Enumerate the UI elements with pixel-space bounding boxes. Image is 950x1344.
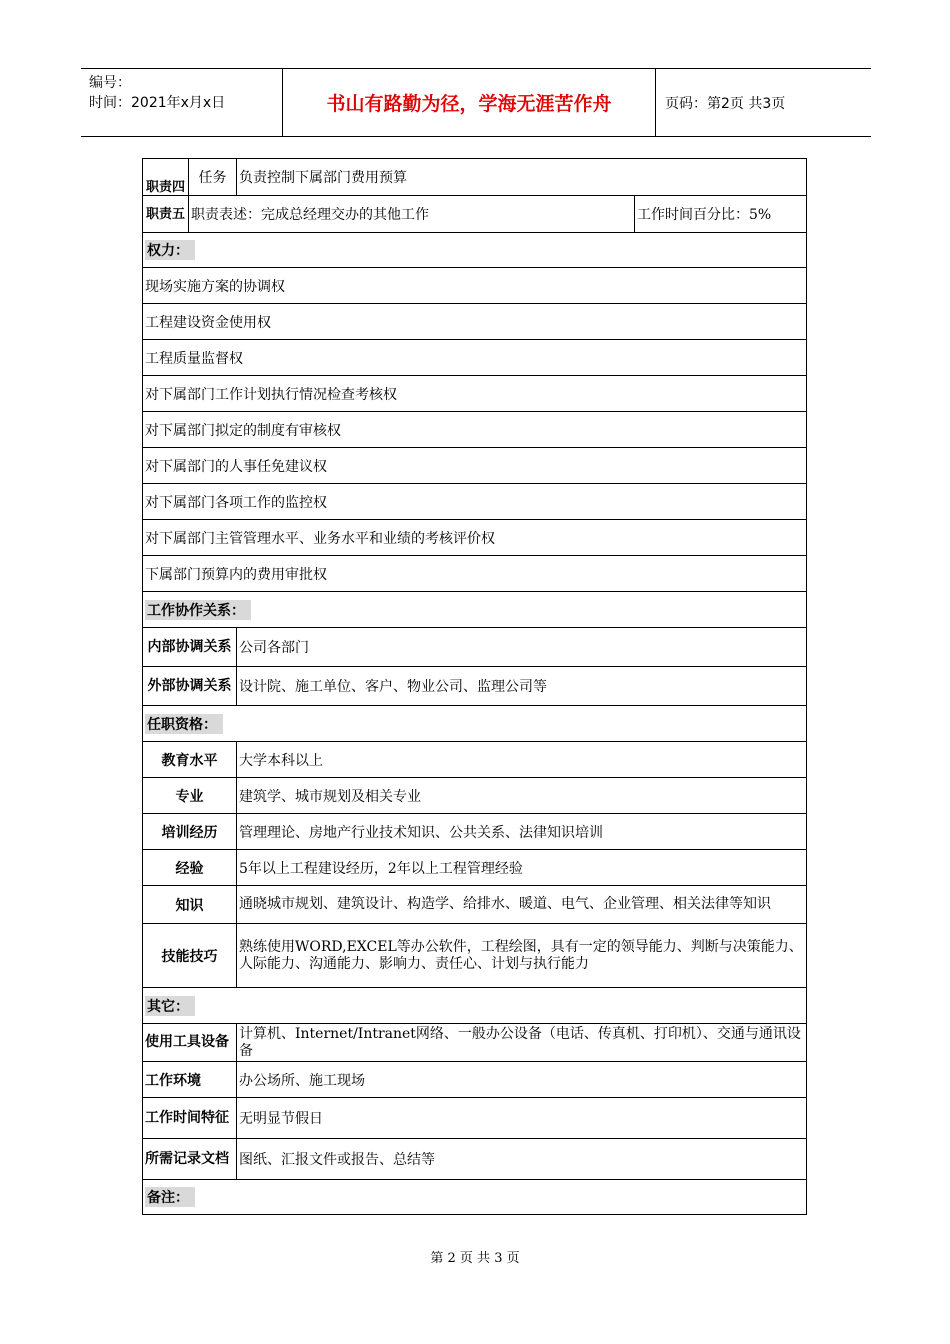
duty-text: 负责控制下属部门费用预算 bbox=[237, 159, 807, 196]
other-section bbox=[143, 988, 807, 1024]
page-header bbox=[81, 68, 871, 137]
other-value: 办公场所、施工现场 bbox=[237, 1062, 807, 1098]
qualification-row bbox=[143, 850, 807, 886]
relation-label: 内部协调关系 bbox=[143, 628, 237, 667]
header-meta bbox=[89, 73, 225, 113]
power-item: 对下属部门各项工作的监控权 bbox=[143, 484, 807, 520]
other-label: 所需记录文档 bbox=[143, 1139, 237, 1180]
document-number: 编号： bbox=[89, 75, 131, 91]
qualification-row bbox=[143, 778, 807, 814]
qualification-value: 管理理论、房地产行业技术知识、公共关系、法律知识培训 bbox=[237, 814, 807, 850]
qualification-label: 专业 bbox=[143, 778, 237, 814]
qualification-value: 通晓城市规划、建筑设计、构造学、给排水、暖道、电气、企业管理、相关法律等知识 bbox=[237, 886, 807, 924]
qualification-label: 教育水平 bbox=[143, 742, 237, 778]
other-row bbox=[143, 1062, 807, 1098]
power-item: 工程质量监督权 bbox=[143, 340, 807, 376]
other-label: 工作环境 bbox=[143, 1062, 237, 1098]
power-item: 对下属部门主管管理水平、业务水平和业绩的考核评价权 bbox=[143, 520, 807, 556]
qualification-label: 技能技巧 bbox=[143, 924, 237, 988]
relation-row bbox=[143, 628, 807, 667]
duty-text: 职责表述：完成总经理交办的其他工作 bbox=[189, 196, 635, 233]
power-row bbox=[143, 520, 807, 556]
relation-row bbox=[143, 667, 807, 706]
power-row bbox=[143, 376, 807, 412]
power-row bbox=[143, 448, 807, 484]
relation-label: 外部协调关系 bbox=[143, 667, 237, 706]
other-label: 使用工具设备 bbox=[143, 1024, 237, 1062]
power-row bbox=[143, 304, 807, 340]
duty-label: 职责五 bbox=[143, 196, 189, 233]
power-item: 对下属部门工作计划执行情况检查考核权 bbox=[143, 376, 807, 412]
duty-row-5 bbox=[143, 196, 807, 233]
other-label: 工作时间特征 bbox=[143, 1098, 237, 1139]
notes-section bbox=[143, 1180, 807, 1215]
power-row bbox=[143, 484, 807, 520]
document-date: 时间：2021年x月x日 bbox=[89, 95, 226, 111]
duty-label: 职责四 bbox=[143, 159, 189, 196]
other-row bbox=[143, 1024, 807, 1062]
qualification-value: 建筑学、城市规划及相关专业 bbox=[237, 778, 807, 814]
other-value: 图纸、汇报文件或报告、总结等 bbox=[237, 1139, 807, 1180]
section-title: 任职资格： bbox=[145, 714, 223, 734]
power-row bbox=[143, 412, 807, 448]
section-title: 备注： bbox=[145, 1187, 195, 1207]
relation-value: 设计院、施工单位、客户、物业公司、监理公司等 bbox=[237, 667, 807, 706]
powers-section bbox=[143, 233, 807, 268]
qualification-label: 知识 bbox=[143, 886, 237, 924]
qualification-value: 5年以上工程建设经历，2年以上工程管理经验 bbox=[237, 850, 807, 886]
qualification-label: 培训经历 bbox=[143, 814, 237, 850]
qualification-value: 熟练使用WORD,EXCEL等办公软件，工程绘图，具有一定的领导能力、判断与决策能力、人际能力、沟通能力、影响力、责任心、计划与执行能力 bbox=[237, 924, 807, 988]
power-item: 对下属部门拟定的制度有审核权 bbox=[143, 412, 807, 448]
other-row bbox=[143, 1098, 807, 1139]
duty-row-4 bbox=[143, 159, 807, 196]
header-page-info: 页码：第2页 共3页 bbox=[665, 96, 786, 112]
duty-percent: 工作时间百分比：5% bbox=[635, 196, 807, 233]
qualification-label: 经验 bbox=[143, 850, 237, 886]
qualification-row bbox=[143, 924, 807, 988]
header-motto: 书山有路勤为径，学海无涯苦作舟 bbox=[282, 69, 656, 136]
power-row bbox=[143, 268, 807, 304]
power-row bbox=[143, 556, 807, 592]
power-item: 对下属部门的人事任免建议权 bbox=[143, 448, 807, 484]
duty-sub-label: 任务 bbox=[189, 159, 237, 196]
page-footer: 第 2 页 共 3 页 bbox=[430, 1251, 520, 1266]
power-item: 工程建设资金使用权 bbox=[143, 304, 807, 340]
qualification-row bbox=[143, 814, 807, 850]
other-value: 计算机、Internet/Intranet网络、一般办公设备（电话、传真机、打印机）、交通与通讯设备 bbox=[237, 1024, 807, 1062]
relation-value: 公司各部门 bbox=[237, 628, 807, 667]
power-item: 现场实施方案的协调权 bbox=[143, 268, 807, 304]
qualification-row bbox=[143, 742, 807, 778]
section-title: 其它： bbox=[145, 996, 195, 1016]
job-description-table bbox=[142, 158, 807, 1215]
power-row bbox=[143, 340, 807, 376]
relations-section bbox=[143, 592, 807, 628]
other-row bbox=[143, 1139, 807, 1180]
qualifications-section bbox=[143, 706, 807, 742]
power-item: 下属部门预算内的费用审批权 bbox=[143, 556, 807, 592]
qualification-value: 大学本科以上 bbox=[237, 742, 807, 778]
section-title: 工作协作关系： bbox=[145, 600, 251, 620]
other-value: 无明显节假日 bbox=[237, 1098, 807, 1139]
section-title: 权力： bbox=[145, 240, 195, 260]
qualification-row bbox=[143, 886, 807, 924]
